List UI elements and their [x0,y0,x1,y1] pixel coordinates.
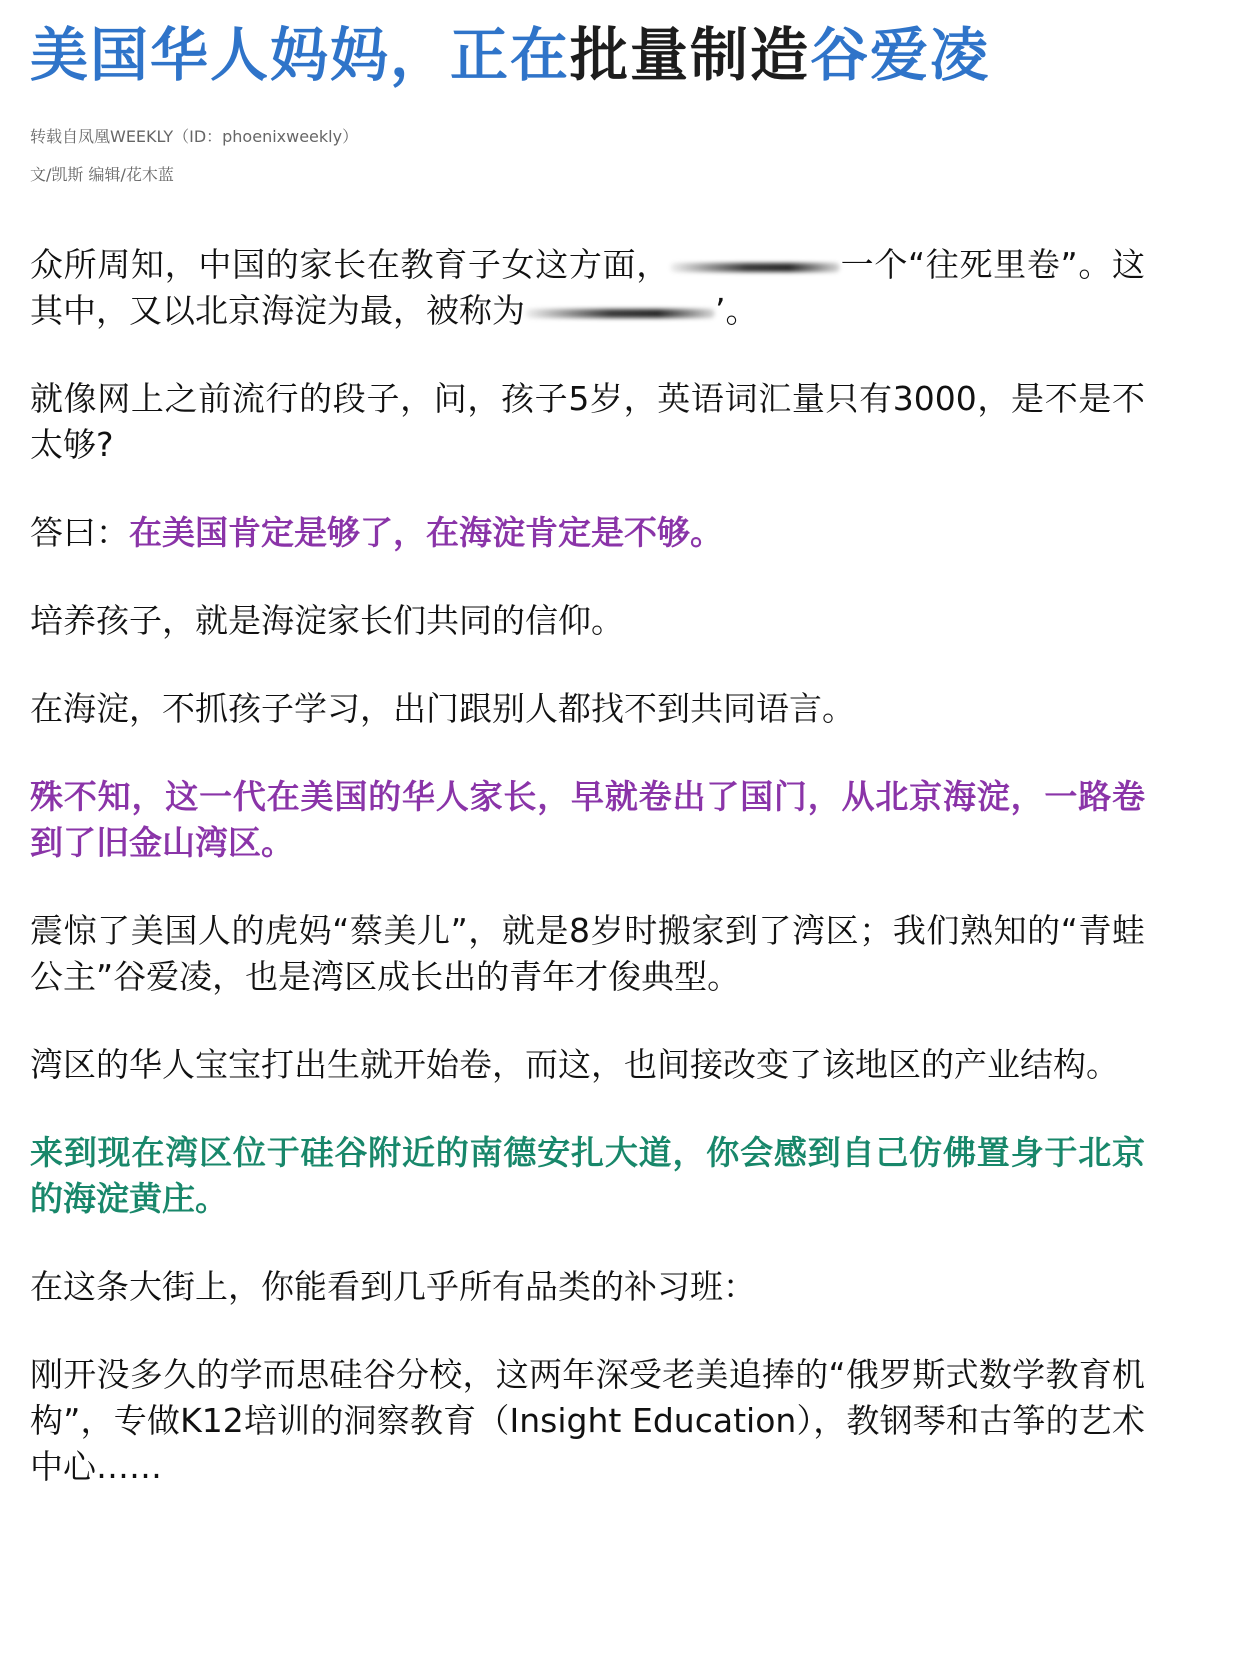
redacted-text-1 [670,255,840,279]
title-part-3: 谷爱凌 [810,21,991,89]
paragraph-3 [30,510,1145,556]
paragraph-4: 培养孩子，就是海淀家长们共同的信仰。 [30,601,624,640]
paragraph-7: 震惊了美国人的虎妈“蔡美儿”，就是8岁时搬家到了湾区；我们熟知的“青蛙公主”谷爱凌，也是湾区成长出的青年才俊典型。 [30,911,1145,996]
article-title [30,18,1145,92]
source-line: 转载自凤凰WEEKLY（ID：phoenixweekly） [30,127,359,146]
paragraph-10: 在这条大街上，你能看到几乎所有品类的补习班： [30,1267,756,1306]
paragraph-8: 湾区的华人宝宝打出生就开始卷，而这，也间接改变了该地区的产业结构。 [30,1045,1119,1084]
paragraph-3-highlight: 在美国肯定是够了，在海淀肯定是不够。 [129,513,723,552]
paragraph-6-highlight: 殊不知，这一代在美国的华人家长，早就卷出了国门，从北京海淀，一路卷到了旧金山湾区。 [30,777,1145,862]
title-part-2: 批量制造 [570,21,811,89]
paragraph-9-highlight: 来到现在湾区位于硅谷附近的南德安扎大道，你会感到自己仿佛置身于北京的海淀黄庄。 [30,1133,1145,1218]
paragraph-1-text-c: ’。 [715,291,759,330]
title-part-1: 美国华人妈妈，正在 [30,21,571,89]
article-body [30,242,1145,1490]
redacted-text-2 [525,301,715,325]
paragraph-2: 就像网上之前流行的段子，问，孩子5岁，英语词汇量只有3000，是不是不太够? [30,379,1145,464]
paragraph-11: 刚开没多久的学而思硅谷分校，这两年深受老美追捧的“俄罗斯式数学教育机构”，专做K12培训的洞察教育（Insight Education），教钢琴和古筝的艺术中心…… [30,1355,1145,1486]
paragraph-3-prefix: 答曰： [30,513,129,552]
paragraph-1-text-b: 一个“往死里卷”。这其中，又以北京海淀为最，被称为 [30,245,1146,330]
paragraph-1 [30,242,1145,334]
author-line: 文/凯斯 编辑/花木蓝 [30,165,174,184]
paragraph-1-text-a: 众所周知，中国的家长在教育子女这方面， [30,245,670,284]
paragraph-5: 在海淀，不抓孩子学习，出门跟别人都找不到共同语言。 [30,689,855,728]
